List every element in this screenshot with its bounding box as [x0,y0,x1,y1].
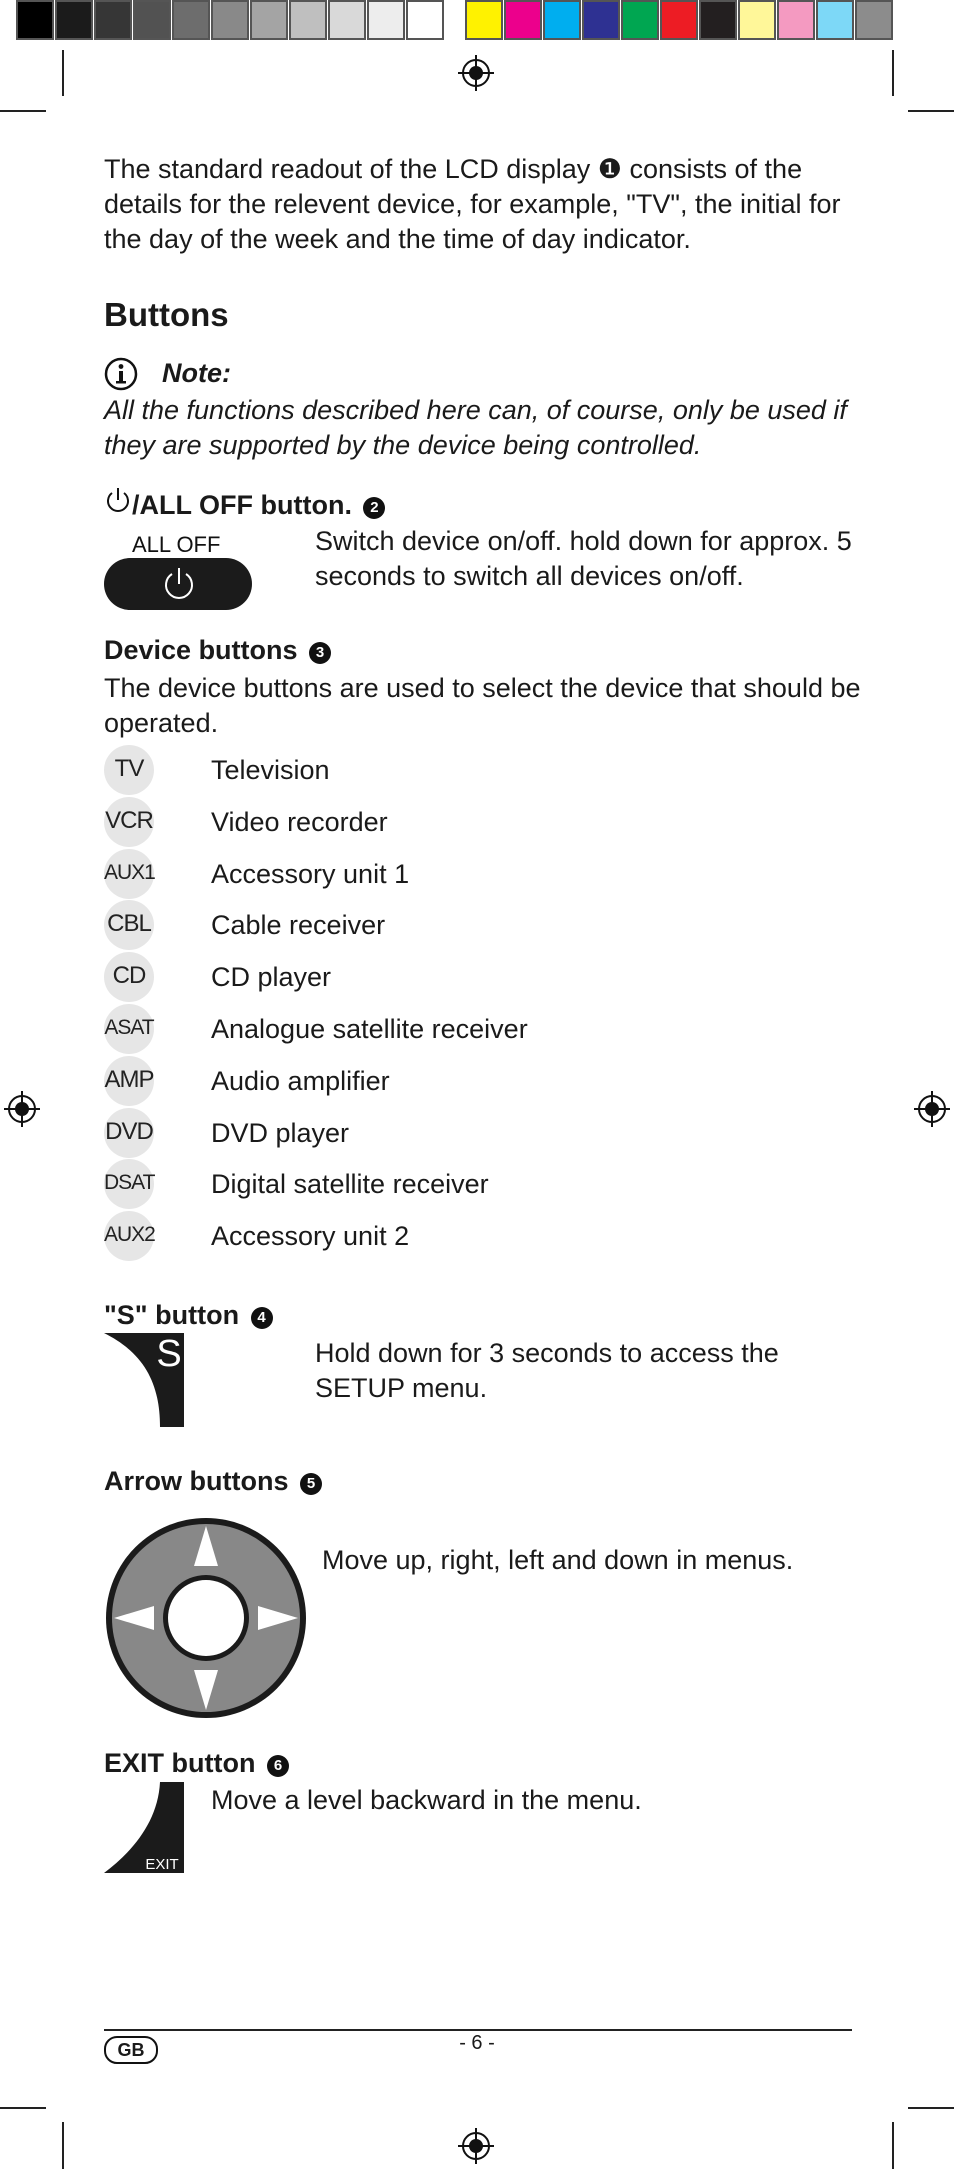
crop-mark [892,2122,894,2169]
crop-mark [908,2107,954,2109]
crop-mark [892,50,894,96]
printer-color-bar [16,0,894,44]
color-swatch [699,0,737,40]
device-row [104,797,804,847]
s-button-label: S [156,1333,182,1375]
device-key-tv[interactable]: TV [104,745,154,795]
note-title: Note: [162,358,231,388]
device-row [104,1004,804,1054]
device-label: Cable receiver [211,910,386,941]
color-swatch [367,0,405,40]
device-key-aux1[interactable]: AUX1 [104,849,154,899]
color-swatch [289,0,327,40]
device-key-cbl[interactable]: CBL [104,900,154,950]
device-row [104,1056,804,1106]
device-label: Video recorder [211,806,388,837]
crop-mark [62,50,64,96]
alloff-button-label: ALL OFF [132,532,221,557]
color-swatch [133,0,171,40]
color-swatch [816,0,854,40]
crop-mark [908,110,954,112]
crop-mark [0,110,46,112]
device-label: Accessory unit 2 [211,1221,410,1252]
color-swatch [621,0,659,40]
device-row [104,1211,804,1261]
device-label: Analogue satellite receiver [211,1014,528,1044]
power-icon [159,564,199,604]
exit-button[interactable] [104,1782,188,1874]
alloff-text: Switch device on/off. hold down for approx. 5 seconds to switch all devices on/off. [315,526,852,591]
registration-mark-icon [4,1091,40,1127]
device-row [104,952,804,1002]
arrow-heading: Arrow buttons 5 [104,1466,322,1497]
device-key-dsat[interactable]: DSAT [104,1159,154,1209]
callout-number-6: 6 [267,1755,289,1777]
color-swatch [543,0,581,40]
note-text: All the functions described here can, of course, only be used if they are supported by the device being controlled. [104,395,847,460]
device-label: Digital satellite receiver [211,1169,489,1200]
s-button-text: Hold down for 3 seconds to access the SETUP menu. [315,1338,779,1403]
section-heading: Buttons [104,296,229,333]
device-label: Accessory unit 1 [211,858,410,889]
registration-mark-icon [458,55,494,91]
color-swatch [250,0,288,40]
registration-mark-icon [914,1091,950,1127]
callout-number-5: 5 [300,1473,322,1495]
crop-mark [0,2107,46,2109]
callout-number-4: 4 [251,1307,273,1329]
color-swatch [855,0,893,40]
alloff-heading: /ALL OFF button. 2 [132,490,385,521]
exit-text: Move a level backward in the menu. [211,1785,642,1815]
crop-mark [62,2122,64,2169]
device-key-cd[interactable]: CD [104,952,154,1002]
callout-number-2: 2 [363,497,385,519]
device-label: Audio amplifier [211,1065,390,1096]
color-swatch [16,0,54,40]
device-key-amp[interactable]: AMP [104,1056,154,1106]
callout-number-3: 3 [309,642,331,664]
exit-button-label: EXIT [145,1856,179,1873]
exit-heading: EXIT button 6 [104,1748,289,1779]
color-swatch [328,0,366,40]
device-key-aux2[interactable]: AUX2 [104,1211,154,1261]
language-badge: GB [104,2036,158,2064]
color-swatch [406,0,444,40]
device-row [104,900,804,950]
alloff-button[interactable] [104,558,252,610]
device-key-dvd[interactable]: DVD [104,1108,154,1158]
color-swatch [94,0,132,40]
s-button-heading: "S" button 4 [104,1300,273,1331]
footer-rule [104,2029,852,2031]
color-swatch [465,0,503,40]
color-swatch [211,0,249,40]
color-swatch [738,0,776,40]
page-number: - 6 - [459,2032,495,2054]
device-label: CD player [211,962,332,993]
device-heading: Device buttons 3 [104,635,331,666]
power-icon [104,486,132,516]
device-text: The device buttons are used to select the device that should be operated. [104,673,861,738]
device-row [104,849,804,899]
device-label: Television [211,755,330,785]
intro-paragraph: The standard readout of the LCD display ❶ consists of the details for the relevent device, for example, "TV", the initial for the day of the week and the time of day indicator. [104,154,841,254]
arrow-pad[interactable] [104,1516,308,1720]
device-label: DVD player [211,1117,350,1148]
device-key-vcr[interactable]: VCR [104,797,154,847]
info-icon [104,357,138,391]
color-swatch [582,0,620,40]
device-row [104,1159,804,1209]
s-button[interactable] [104,1333,188,1429]
color-swatch [504,0,542,40]
color-swatch [55,0,93,40]
color-swatch [172,0,210,40]
device-row [104,745,804,795]
color-swatch [660,0,698,40]
device-key-asat[interactable]: ASAT [104,1004,154,1054]
arrow-text: Move up, right, left and down in menus. [322,1545,794,1575]
color-swatch [777,0,815,40]
registration-mark-icon [458,2128,494,2164]
device-row [104,1108,804,1158]
